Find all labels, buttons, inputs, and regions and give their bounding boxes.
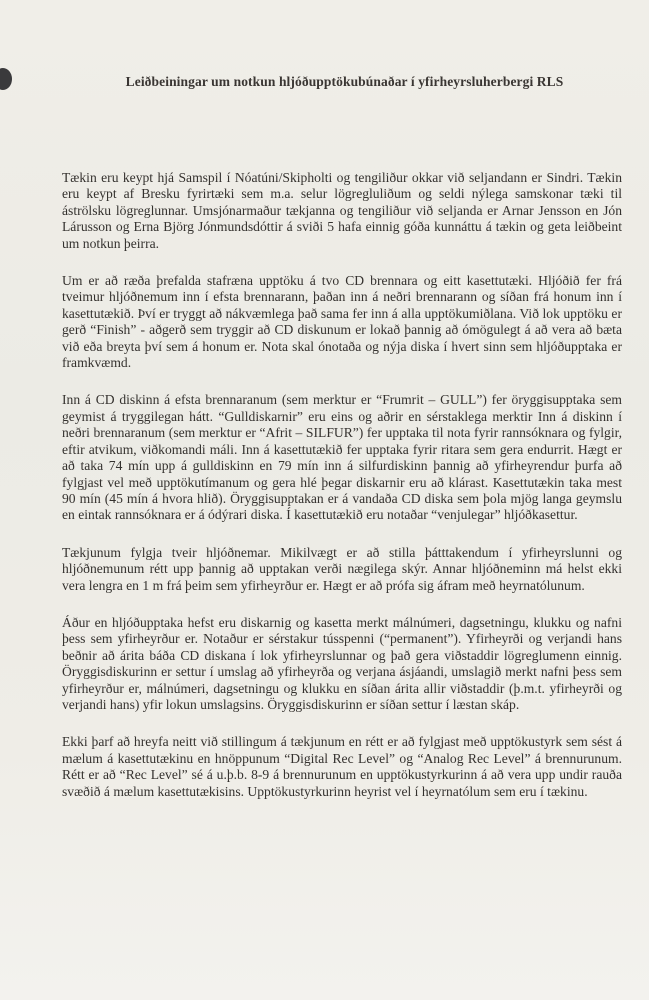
paragraph-levels: Ekki þarf að hreyfa neitt við stillingum á tækjunum en rétt er að fylgjast með upptökustyrk sem sést á mælum á kasettutækinu en hnöppunum “Digital Rec Level” og “Analog Rec Level” á brennurunum. Rétt er að “Rec Level” sé á u.þ.b. 8-9 á brennurunum en upptökustyrkurinn á að vera upp undir rauða svæðið á mælum kasettutækisins. Upptökustyrkurinn heyrist vel í heyrnatólum sem eru í tækinu. bbox=[62, 734, 622, 799]
punch-hole bbox=[0, 68, 12, 90]
paragraph-microphones: Tækjunum fylgja tveir hljóðnemar. Mikilvægt er að stilla þátttakendum í yfirheyrslunni og hljóðnemunum rétt upp þannig að upptakan verði nægilega skýr. Annar hljóðneminn má helst ekki vera lengra en 1 m frá þeim sem yfirheyrður er. Hægt er að prófa sig áfram með heyrnatólunum. bbox=[62, 544, 622, 593]
document-body bbox=[62, 170, 622, 821]
paragraph-cd-copies: Inn á CD diskinn á efsta brennaranum (sem merktur er “Frumrit – GULL”) fer öryggisupptaka sem geymist á tryggilegan hátt. “Gulldiskarnir” eru eins og aðrir en sérstaklega merktir Inn á diskinn í neðri brennaranum (sem merktur er “Afrit – SILFUR”) fer upptaka til nota fyrir rannsóknara og fylgir, eftir atvikum, viðkomandi máli. Inn á kasettutækið fer upptaka fyrir ritara sem gera endurrit. Hægt er að taka 74 mín upp á gulldiskinn en 79 mín inn á silfurdiskinn þannig að yfirheyrendur þurfa að fylgjast vel með upptökutímanum og gera hlé þegar diskarnir eru að klárast. Kasettutækin taka mest 90 mín (45 mín á hvora hlið). Öryggisupptakan er á vandaða CD diska sem þola mjög langa geymslu en eintak rannsóknara er á ódýrari diska. Í kasettutækið eru notaðar “venjulegar” hljóðkasettur. bbox=[62, 392, 622, 523]
paragraph-recording-setup: Um er að ræða þrefalda stafræna upptöku á tvo CD brennara og eitt kasettutæki. Hljóðið fer frá tveimur hljóðnemum inn í efsta brennarann, þaðan inn á neðri brennarann og síðan frá honum inn í kasettutækið. Því er tryggt að nákvæmlega það sama fer inn á alla upptökumiðlana. Við lok upptöku er gerð “Finish” - aðgerð sem tryggir að CD diskunum er lokað þannig að ómögulegt á að vera að bæta við eða breyta því sem á honum er. Nota skal ónotaða og nýja diska í hvert sinn sem hljóðupptaka er framkvæmd. bbox=[62, 273, 622, 371]
paragraph-labeling: Áður en hljóðupptaka hefst eru diskarnig og kasetta merkt málnúmeri, dagsetningu, klukku og nafni þess sem yfirheyrður er. Notaður er sérstakur tússpenni (“permanent”). Yfirheyrði og verjandi hans beðnir að árita báða CD diskana í lok yfirheyrslunnar og það gera viðstaddir lögreglumenn einnig. Öryggisdiskurinn er settur í umslag að yfirheyrða og verjana ásjáandi, umslagið merkt nafni þess sem yfirheyrður er, málnúmeri, dagsetningu og klukku en síðan árita allir viðstaddir (þ.m.t. yfirheyrði og verjandi hans) yfir lokun umslagsins. Öryggisdiskurinn er síðan settur í læstan skáp. bbox=[62, 614, 622, 712]
document-title: Leiðbeiningar um notkun hljóðupptökubúnaðar í yfirheyrsluherbergi RLS bbox=[125, 74, 564, 89]
paragraph-suppliers: Tækin eru keypt hjá Samspil í Nóatúni/Skipholti og tengiliður okkar við seljandann er Sindri. Tækin eru keypt af Bresku fyrirtæki sem m.a. selur lögregluliðum og seldi nýlega samskonar tæki til áströlsku lögreglunnar. Umsjónarmaður tækjanna og tengiliður við seljanda er Arnar Jensson en Jón Lárusson og Erna Björg Jónmundsdóttir á sviði 5 hafa einnig góða kunnáttu á tækin og geta leiðbeint um notkun þeirra. bbox=[62, 170, 622, 251]
